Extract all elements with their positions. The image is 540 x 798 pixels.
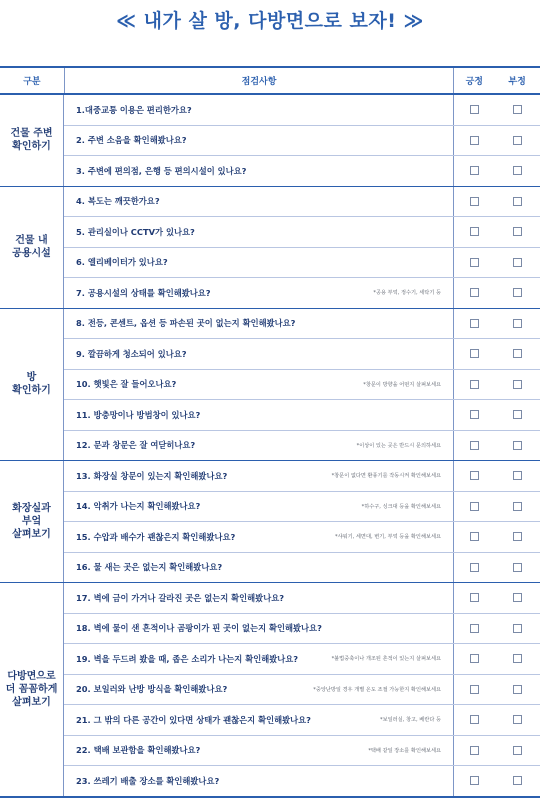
checklist-item — [64, 126, 454, 156]
positive-checkbox[interactable] — [470, 288, 479, 297]
positive-cell — [454, 309, 494, 339]
negative-cell — [494, 736, 540, 766]
checklist-row — [64, 492, 540, 523]
checklist-question: 14. 악취가 나는지 확인해봤나요? — [76, 501, 201, 512]
negative-cell — [494, 248, 540, 278]
negative-checkbox[interactable] — [513, 349, 522, 358]
checklist-item — [64, 522, 454, 552]
negative-checkbox[interactable] — [513, 654, 522, 663]
positive-checkbox[interactable] — [470, 349, 479, 358]
negative-checkbox[interactable] — [513, 593, 522, 602]
negative-checkbox[interactable] — [513, 715, 522, 724]
checklist-note: *창문이 없다면 환풍기를 작동시켜 확인해보세요 — [331, 473, 441, 480]
checklist-item — [64, 248, 454, 278]
checklist-row — [64, 583, 540, 614]
checklist-note: *공용 부엌, 정수기, 세탁기 등 — [373, 290, 441, 297]
negative-cell — [494, 492, 540, 522]
checklist-note: *불법중축이나 개조된 흔적이 있는지 살펴보세요 — [331, 656, 441, 663]
negative-cell — [494, 156, 540, 186]
positive-checkbox[interactable] — [470, 776, 479, 785]
positive-cell — [454, 492, 494, 522]
checklist-row — [64, 309, 540, 340]
negative-cell — [494, 370, 540, 400]
positive-cell — [454, 522, 494, 552]
positive-cell — [454, 248, 494, 278]
negative-checkbox[interactable] — [513, 685, 522, 694]
checklist-row — [64, 400, 540, 431]
negative-cell — [494, 553, 540, 583]
checklist-question: 5. 관리실이나 CCTV가 있나요? — [76, 226, 195, 237]
checklist-item — [64, 187, 454, 217]
group-category-label: 화장실과 부엌 살펴보기 — [0, 461, 64, 582]
checklist-item — [64, 614, 454, 644]
checklist-item — [64, 95, 454, 125]
positive-checkbox[interactable] — [470, 563, 479, 572]
group-rows — [64, 309, 540, 461]
positive-cell — [454, 705, 494, 735]
checklist-row — [64, 553, 540, 583]
positive-cell — [454, 400, 494, 430]
checklist-group — [0, 583, 540, 796]
positive-cell — [454, 278, 494, 308]
checklist-question: 11. 방충망이나 방범창이 있나요? — [76, 409, 201, 420]
group-rows — [64, 95, 540, 186]
checklist-row — [64, 431, 540, 461]
header-item: 점검사항 — [65, 68, 455, 93]
positive-cell — [454, 675, 494, 705]
negative-checkbox[interactable] — [513, 166, 522, 175]
positive-cell — [454, 370, 494, 400]
group-category-label: 건물 주변 확인하기 — [0, 95, 64, 186]
checklist-question: 23. 쓰레기 배출 장소를 확인해봤나요? — [76, 775, 220, 786]
checklist-question: 19. 벽을 두드려 봤을 때, 좁은 소리가 나는지 확인해봤나요? — [76, 653, 299, 664]
checklist-row — [64, 126, 540, 157]
positive-cell — [454, 339, 494, 369]
checklist-row — [64, 461, 540, 492]
checklist-item — [64, 705, 454, 735]
group-rows — [64, 583, 540, 796]
checklist-note: *보일러실, 창고, 베란다 등 — [380, 717, 441, 724]
positive-checkbox[interactable] — [470, 654, 479, 663]
positive-checkbox[interactable] — [470, 715, 479, 724]
checklist-item — [64, 644, 454, 674]
negative-cell — [494, 431, 540, 461]
checklist-row — [64, 614, 540, 645]
positive-checkbox[interactable] — [470, 593, 479, 602]
checklist-row — [64, 522, 540, 553]
checklist-row — [64, 248, 540, 279]
positive-checkbox[interactable] — [470, 471, 479, 480]
positive-checkbox[interactable] — [470, 258, 479, 267]
positive-checkbox[interactable] — [470, 746, 479, 755]
checklist-question: 20. 보일러와 난방 방식을 확인해봤나요? — [76, 684, 228, 695]
negative-checkbox[interactable] — [513, 380, 522, 389]
positive-cell — [454, 766, 494, 796]
negative-cell — [494, 614, 540, 644]
checklist-row — [64, 95, 540, 126]
negative-cell — [494, 675, 540, 705]
checklist-item — [64, 553, 454, 583]
checklist-item — [64, 309, 454, 339]
positive-checkbox[interactable] — [470, 441, 479, 450]
checklist-row — [64, 644, 540, 675]
negative-checkbox[interactable] — [513, 227, 522, 236]
positive-cell — [454, 95, 494, 125]
positive-cell — [454, 126, 494, 156]
positive-cell — [454, 156, 494, 186]
negative-checkbox[interactable] — [513, 624, 522, 633]
checklist-question: 1.대중교통 이용은 편리한가요? — [76, 104, 192, 115]
negative-checkbox[interactable] — [513, 471, 522, 480]
negative-cell — [494, 644, 540, 674]
checklist-question: 8. 전등, 콘센트, 옵션 등 파손된 곳이 없는지 확인해봤나요? — [76, 318, 296, 329]
positive-checkbox[interactable] — [470, 410, 479, 419]
checklist-question: 18. 벽에 물이 샌 흔적이나 곰팡이가 핀 곳이 없는지 확인해봤나요? — [76, 623, 322, 634]
checklist-question: 13. 화장실 창문이 있는지 확인해봤나요? — [76, 470, 228, 481]
page-title: ≪ 내가 살 방, 다방면으로 보자! ≫ — [116, 10, 424, 32]
negative-cell — [494, 461, 540, 491]
checklist-item — [64, 400, 454, 430]
checklist-row — [64, 278, 540, 308]
positive-checkbox[interactable] — [470, 380, 479, 389]
negative-checkbox[interactable] — [513, 441, 522, 450]
checklist-row — [64, 156, 540, 186]
checklist-question: 12. 문과 창문은 잘 여닫히나요? — [76, 440, 196, 451]
negative-checkbox[interactable] — [513, 532, 522, 541]
negative-checkbox[interactable] — [513, 136, 522, 145]
negative-cell — [494, 187, 540, 217]
checklist-row — [64, 187, 540, 218]
positive-cell — [454, 736, 494, 766]
negative-cell — [494, 705, 540, 735]
negative-checkbox[interactable] — [513, 502, 522, 511]
checklist-row — [64, 736, 540, 767]
header-category: 구분 — [0, 68, 65, 93]
negative-checkbox[interactable] — [513, 746, 522, 755]
checklist-group — [0, 309, 540, 462]
negative-checkbox[interactable] — [513, 563, 522, 572]
checklist-question: 9. 깔끔하게 청소되어 있나요? — [76, 348, 187, 359]
negative-cell — [494, 522, 540, 552]
header-negative: 부정 — [508, 77, 526, 87]
checklist-item — [64, 217, 454, 247]
negative-cell — [494, 217, 540, 247]
checklist-question: 17. 벽에 금이 가거나 갈라진 곳은 없는지 확인해봤나요? — [76, 592, 285, 603]
checklist-item — [64, 370, 454, 400]
positive-cell — [454, 614, 494, 644]
checklist-note: *창문이 방향을 어떤지 살펴보세요 — [363, 381, 441, 388]
positive-checkbox[interactable] — [470, 227, 479, 236]
negative-cell — [494, 400, 540, 430]
checklist-row — [64, 339, 540, 370]
positive-cell — [454, 553, 494, 583]
group-rows — [64, 461, 540, 582]
group-category-label: 방 확인하기 — [0, 309, 64, 461]
positive-cell — [454, 431, 494, 461]
negative-checkbox[interactable] — [513, 258, 522, 267]
checklist-item — [64, 766, 454, 796]
negative-checkbox[interactable] — [513, 410, 522, 419]
checklist-note: *샤워기, 세면대, 변기, 부엌 등을 확인해보세요 — [335, 534, 441, 541]
checklist-row — [64, 370, 540, 401]
positive-checkbox[interactable] — [470, 502, 479, 511]
negative-cell — [494, 766, 540, 796]
checklist-item — [64, 675, 454, 705]
checklist-table — [0, 66, 540, 798]
positive-checkbox[interactable] — [470, 105, 479, 114]
header-positive: 긍정 — [465, 77, 483, 87]
checklist-item — [64, 431, 454, 461]
checklist-question: 2. 주변 소음을 확인해봤나요? — [76, 135, 187, 146]
negative-cell — [494, 309, 540, 339]
negative-cell — [494, 278, 540, 308]
checklist-note: *택배 같일 장소를 확인해보세요 — [368, 747, 441, 754]
checklist-item — [64, 339, 454, 369]
negative-cell — [494, 583, 540, 613]
positive-checkbox[interactable] — [470, 166, 479, 175]
checklist-group — [0, 461, 540, 583]
negative-cell — [494, 126, 540, 156]
checklist-item — [64, 278, 454, 308]
checklist-note: *하수구, 싱크대 등을 확인해보세요 — [361, 503, 441, 510]
positive-checkbox[interactable] — [470, 197, 479, 206]
positive-checkbox[interactable] — [470, 532, 479, 541]
positive-checkbox[interactable] — [470, 685, 479, 694]
checklist-question: 21. 그 밖의 다른 공간이 있다면 상태가 괜찮은지 확인해봤나요? — [76, 714, 311, 725]
checklist-question: 6. 엘리베이터가 있나요? — [76, 257, 168, 268]
checklist-group — [0, 187, 540, 309]
group-category-label: 건물 내 공용시설 — [0, 187, 64, 308]
negative-checkbox[interactable] — [513, 776, 522, 785]
checklist-row — [64, 705, 540, 736]
positive-cell — [454, 187, 494, 217]
negative-checkbox[interactable] — [513, 197, 522, 206]
checklist-item — [64, 736, 454, 766]
checklist-question: 16. 물 새는 곳은 없는지 확인해봤나요? — [76, 562, 223, 573]
group-rows — [64, 187, 540, 308]
positive-cell — [454, 217, 494, 247]
negative-cell — [494, 95, 540, 125]
negative-checkbox[interactable] — [513, 288, 522, 297]
group-category-label: 다방면으로 더 꼼꼼하게 살펴보기 — [0, 583, 64, 796]
checklist-note: *중앙난방일 경우 개별 온도 조절 가능한지 확인해보세요 — [313, 686, 441, 693]
checklist-body — [0, 95, 540, 796]
positive-checkbox[interactable] — [470, 624, 479, 633]
positive-cell — [454, 644, 494, 674]
checklist-item — [64, 583, 454, 613]
checklist-row — [64, 766, 540, 796]
checklist-question: 22. 택배 보관함을 확인해봤나요? — [76, 745, 201, 756]
positive-cell — [454, 461, 494, 491]
positive-checkbox[interactable] — [470, 136, 479, 145]
checklist-item — [64, 156, 454, 186]
checklist-row — [64, 675, 540, 706]
checklist-question: 3. 주변에 편의점, 은행 등 편의시설이 있나요? — [76, 165, 247, 176]
negative-checkbox[interactable] — [513, 319, 522, 328]
negative-checkbox[interactable] — [513, 105, 522, 114]
checklist-group — [0, 95, 540, 187]
checklist-row — [64, 217, 540, 248]
checklist-item — [64, 461, 454, 491]
checklist-question: 4. 복도는 깨끗한가요? — [76, 196, 160, 207]
table-header — [0, 68, 540, 95]
negative-cell — [494, 339, 540, 369]
checklist-question: 7. 공용시설의 상태를 확인해봤나요? — [76, 287, 211, 298]
positive-cell — [454, 583, 494, 613]
checklist-note: *이상이 있는 곳은 반드시 문의하세요 — [356, 442, 441, 449]
checklist-item — [64, 492, 454, 522]
checklist-question: 10. 햇빛은 잘 들어오나요? — [76, 379, 177, 390]
positive-checkbox[interactable] — [470, 319, 479, 328]
checklist-question: 15. 수압과 배수가 괜찮은지 확인해봤나요? — [76, 531, 236, 542]
